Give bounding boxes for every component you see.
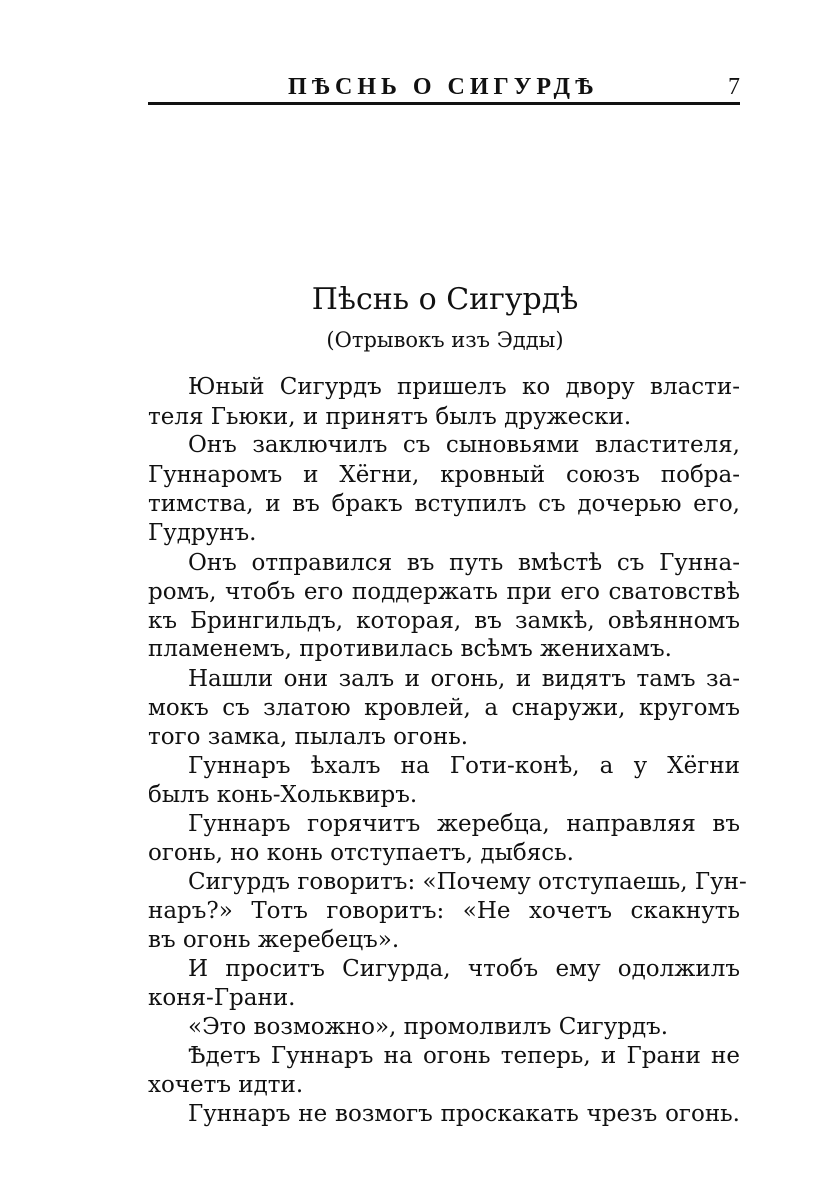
text-line: И проситъ Сигурда, чтобъ ему одолжилъ <box>188 956 740 982</box>
text-line: Нашли они залъ и огонь, и видятъ тамъ за- <box>188 666 740 692</box>
page-subtitle: (Отрывокъ изъ Эдды) <box>326 328 564 352</box>
text-line: Гуннаръ горячитъ жеребца, направляя въ <box>188 811 740 837</box>
text-line: былъ конь-Хольквиръ. <box>148 782 418 808</box>
text-line: Сигурдъ говоритъ: «Почему отступаешь, Гун- <box>188 869 747 895</box>
text-line: тимства, и въ бракъ вступилъ съ дочерью его, <box>148 491 740 517</box>
text-line: коня-Грани. <box>148 985 296 1011</box>
text-line: мокъ съ златою кровлей, а снаружи, кругомъ <box>148 695 740 721</box>
text-line: пламенемъ, противилась всѣмъ женихамъ. <box>148 636 672 662</box>
text-line: теля Гьюки, и принятъ былъ дружески. <box>148 404 632 430</box>
text-line: ромъ, чтобъ его поддержать при его сватовствѣ <box>148 579 740 605</box>
text-line: огонь, но конь отступаетъ, дыбясь. <box>148 840 574 866</box>
text-line: Онъ отправился въ путь вмѣстѣ съ Гунна- <box>188 550 740 576</box>
text-line: въ огонь жеребецъ». <box>148 927 400 953</box>
text-line: Гуннаромъ и Хёгни, кровный союзъ побра- <box>148 462 740 488</box>
text-line: хочетъ идти. <box>148 1072 304 1098</box>
page-number: 7 <box>728 74 740 100</box>
text-line: «Это возможно», промолвилъ Сигурдъ. <box>188 1014 669 1040</box>
text-line: Юный Сигурдъ пришелъ ко двору власти- <box>188 374 740 400</box>
text-line: къ Брингильдъ, которая, въ замкѣ, овѣянномъ <box>148 608 740 634</box>
page-title: Пѣснь о Сигурдѣ <box>311 282 579 317</box>
running-head <box>148 74 740 105</box>
text-line: Онъ заключилъ съ сыновьями властителя, <box>188 432 740 458</box>
text-line: Гудрунъ. <box>148 520 257 546</box>
running-title: ПѢСНЬ О СИГУРДѢ <box>288 74 599 100</box>
text-line: Ѣдетъ Гуннаръ на огонь теперь, и Грани не <box>188 1043 740 1069</box>
text-line: Гуннаръ не возмогъ проскакать чрезъ огонь. <box>188 1101 740 1127</box>
text-line: наръ?» Тотъ говоритъ: «Не хочетъ скакнуть <box>148 898 740 924</box>
text-line: того замка, пылалъ огонь. <box>148 724 469 750</box>
text-line: Гуннаръ ѣхалъ на Готи-конѣ, а у Хёгни <box>188 753 740 779</box>
